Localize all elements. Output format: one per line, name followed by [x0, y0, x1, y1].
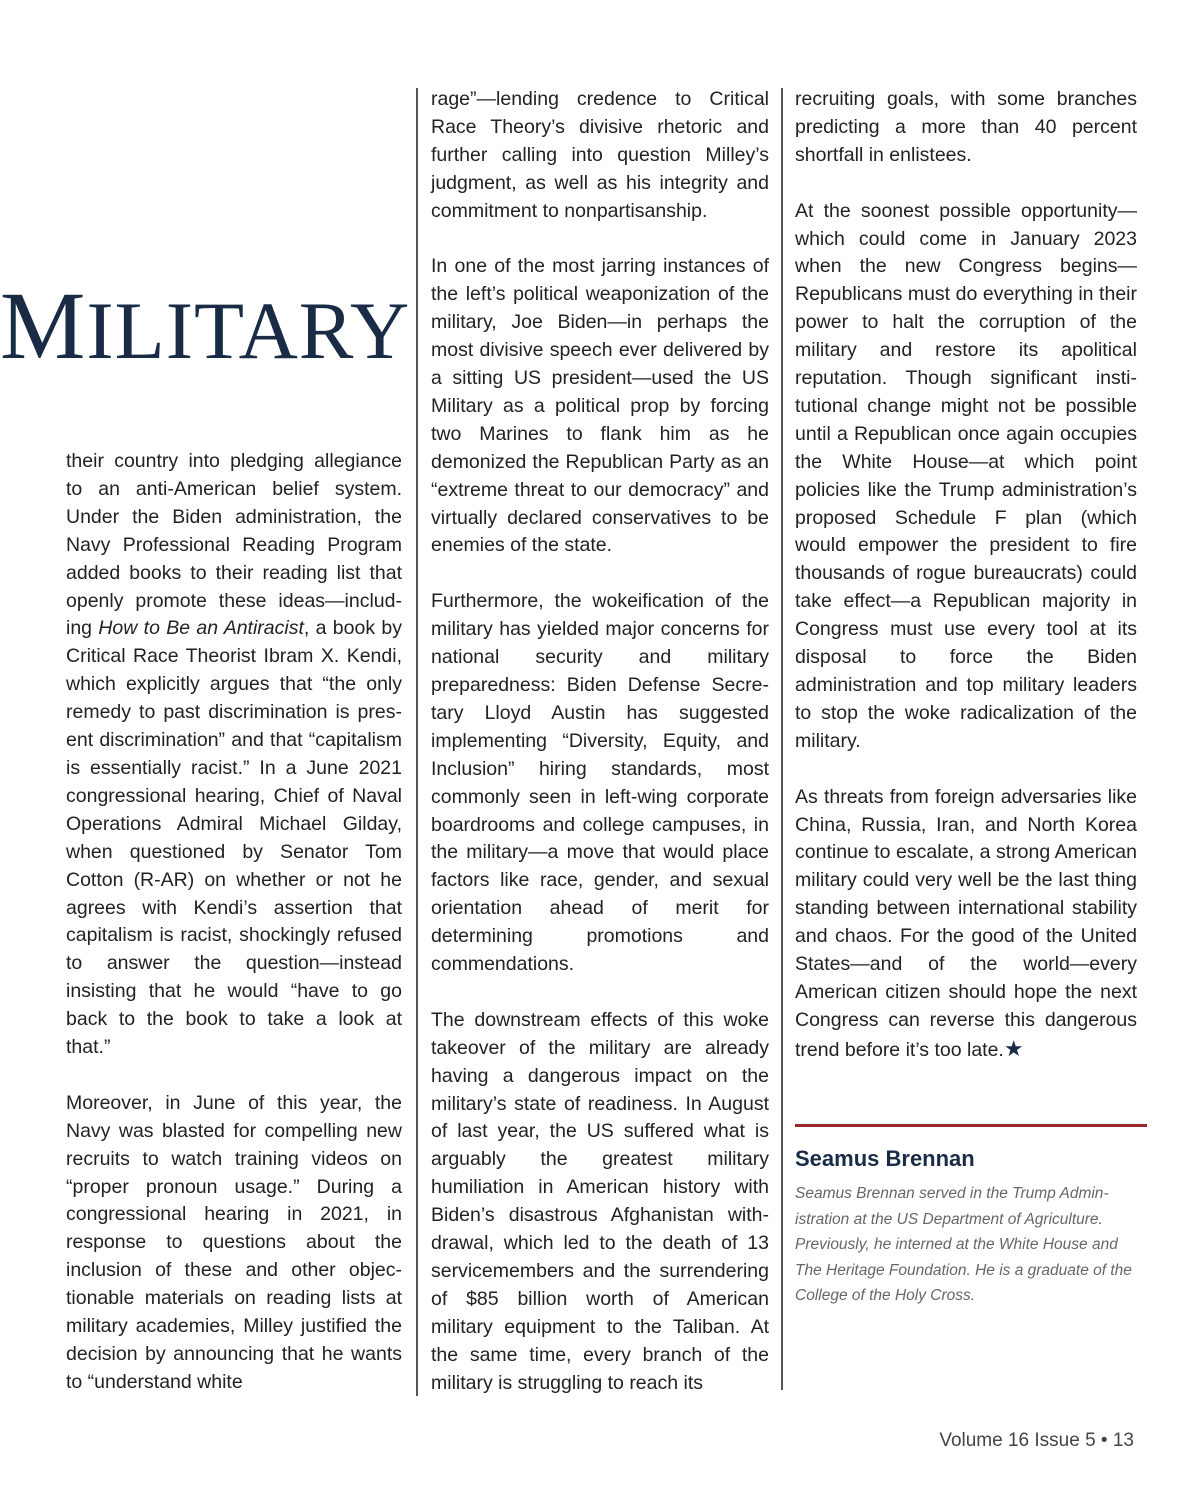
paragraph: At the soonest possible opportunity—which could come in January 2023 when the new Congress begins—Republicans must do everything in their power to halt the corruption of the military and restore its apolitical reputation. Though significant institutional change might not be possible until a Republican once again occupies the White House—at which point policies like the Trump administration’s proposed Schedule F plan (which would empower the president to fire thousands of rogue bureaucrats) could take effect—a Republican majority in Congress must use every tool at its disposal to force the Biden administration and top military leaders to stop the woke radicalization of the military. [795, 199, 1137, 752]
paragraph: In one of the most jarring instances of the left’s political weaponization of the military, Joe Biden—in perhaps the most divisive speech ever delivered by a sitting US president—used the US Military as a political prop by forcing two Marines to flank him as he demonized the Republican Party as an “extreme threat to our democracy” and virtually declared conservatives to be enemies of the state. [431, 255, 769, 557]
author-bio-rule [795, 1124, 1147, 1127]
paragraph: their country into pledging allegiance to an anti-American belief system. Under the Biden administration, the Navy Professional Reading Program added books to their reading list that openly promote these ideas—including How to Be an Antiracist, a book by Critical Race Theorist Ibram X. Kendi, which explicitly argues that “the only remedy to past discrimination is present discrimination” and that “capitalism is essentially racist.” In a June 2021 congressional hearing, Chief of Naval Operations Admiral Michael Gilday, when questioned by Senator Tom Cotton (R-AR) on whether or not he agrees with Kendi’s assertion that capitalism is racist, shockingly refused to answer the question—instead insisting that he would “have to go back to the book to take a look at that.” [66, 450, 402, 1059]
paragraph: The downstream effects of this woke takeover of the military are already having a dangerous impact on the military’s state of readiness. In August of last year, the US suffered what is arguably the greatest military humiliation in American history with Biden’s disastrous Afghanistan withdrawal, which led to the death of 13 servicemembers and the surrendering of $85 billion worth of American military equipment to the Taliban. At the same time, every branch of the military is struggling to reach its [431, 1008, 769, 1394]
title-rest: ILITARY [86, 285, 411, 376]
article-column-3 [795, 86, 1137, 1065]
page-folio: Volume 16 Issue 5 • 13 [939, 1430, 1134, 1451]
paragraph: Moreover, in June of this year, the Navy was blasted for compelling new recruits to watch training videos on “proper pronoun usage.” During a congressional hearing in 2021, in response to questions about the inclusion of these and other objectionable materials on reading lists at military academies, Milley justified the decision by announcing that he wants to “understand white [66, 1091, 402, 1393]
article-column-1 [66, 448, 402, 1397]
author-bio: Seamus Brennan served in the Trump Administration at the US Department of Agriculture. Previously, he interned at the White House and The Heritage Foundation. He is a graduate of the College of the Holy Cross. [795, 1185, 1132, 1305]
book-title: How to Be an Antiracist [98, 617, 304, 640]
paragraph: recruiting goals, with some branches predicting a more than 40 percent shortfall in enlistees. [795, 88, 1137, 166]
author-name: Seamus Brennan [795, 1146, 975, 1171]
column-divider [781, 88, 783, 1390]
paragraph: rage”—lending credence to Critical Race Theory’s divisive rhetoric and further calling into question Milley’s judgment, as well as his integrity and commitment to nonpartisanship. [431, 88, 769, 222]
end-star-icon: ★ [1003, 1035, 1024, 1061]
article-column-2 [431, 86, 769, 1398]
paragraph: Furthermore, the wokeification of the military has yielded major concerns for national security and military preparedness: Biden Defense Secretary Lloyd Austin has suggested implementing “Diversity, Equity, and Inclusion” hiring standards, most commonly seen in left-wing corporate boardrooms and college campuses, in the military—a move that would place factors like race, gender, and sexual orientation ahead of merit for determining promotions and commendations. [431, 590, 769, 976]
article-title [0, 272, 411, 379]
title-initial: M [0, 272, 87, 379]
paragraph: As threats from foreign adversaries like China, Russia, Iran, and North Korea continue to escalate, a strong American military could very well be the last thing standing between international stability and chaos. For the good of the United States—and of the world—every American citizen should hope the next Congress can reverse this dangerous trend before it’s too late.★ [795, 785, 1137, 1061]
column-divider [416, 88, 418, 1396]
